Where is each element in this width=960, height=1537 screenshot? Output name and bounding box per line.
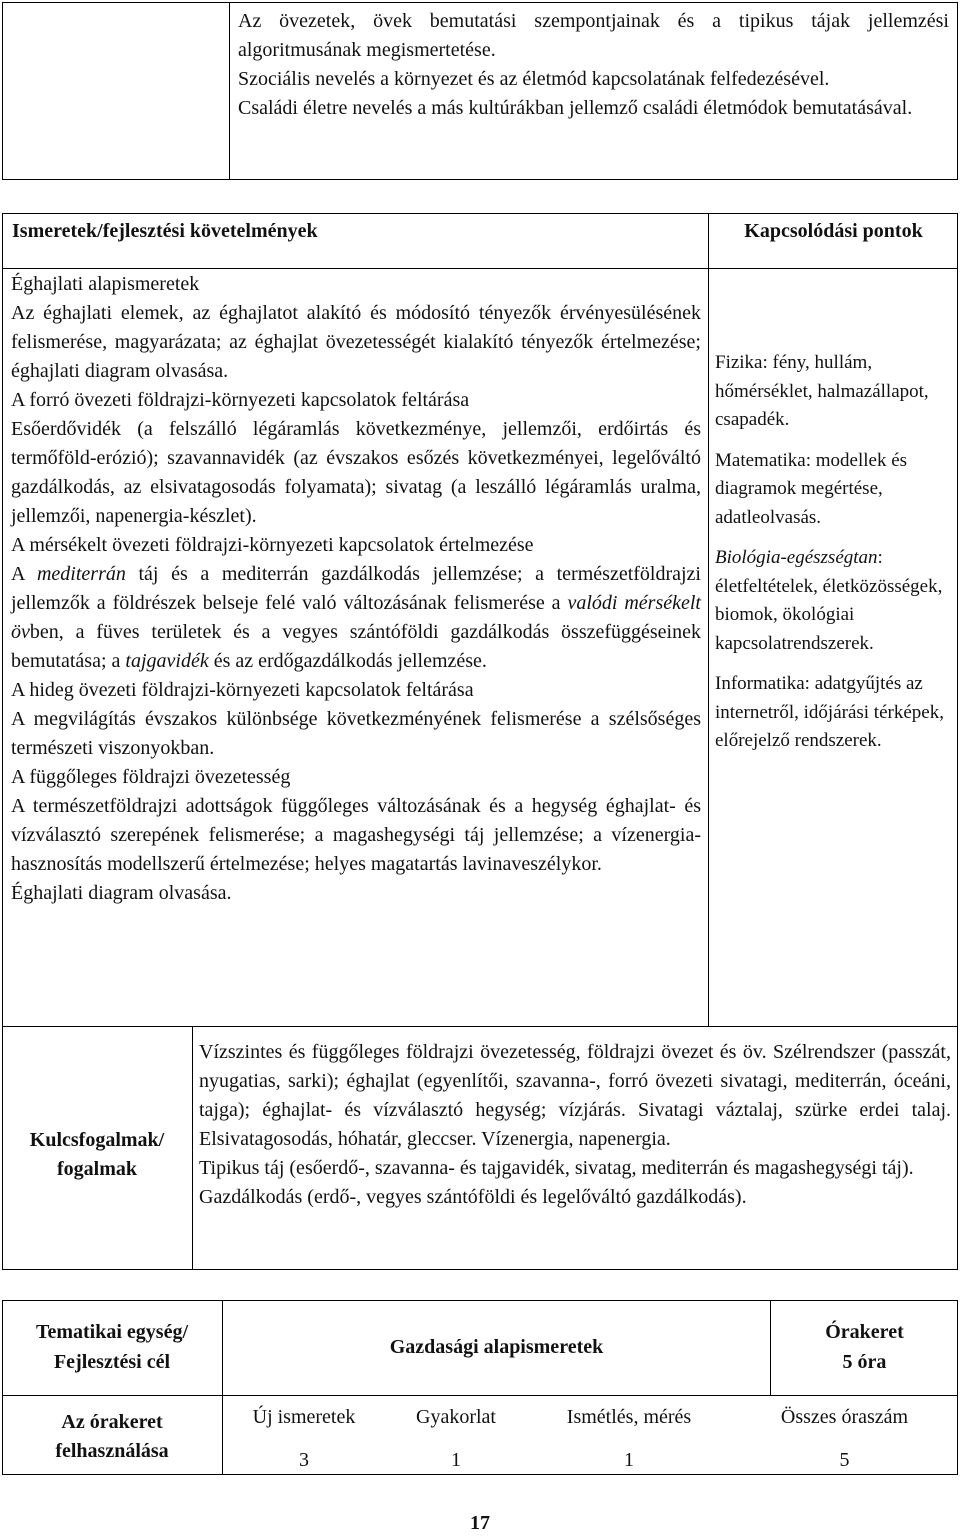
p3-part: táj és a mediterrán gazdálkodás jellemzése; a természetföldrajzi jellemzők a földrészek belseje felé való változásának felismerése a — [11, 563, 701, 614]
p3-part: ben, a füves területek és a vegyes szántóföldi gazdálkodás összefüggéseinek bemutatása; a — [11, 621, 701, 672]
p4-title: A hideg övezeti földrajzi-környezeti kapcsolatok feltárása — [11, 679, 474, 701]
p1-title: Éghajlati alapismeretek — [11, 273, 200, 295]
p2-text: Esőerdővidék (a felszálló légáramlás következménye, jellemzői, erdőirtás és termőföld-erózió); szavannavidék (az évszakos esőzés következményei, legelőváltó gazdálkodás, az elsivatagosodás folyamata); sivatag (a leszálló légáramlás uralma, jellemzői, napenergia-készlet). — [11, 418, 701, 527]
kulcs-label-line-2: fogalmak — [57, 1158, 137, 1180]
p6-text: Éghajlati diagram olvasása. — [11, 882, 232, 904]
top-box-left-cell — [2, 2, 230, 180]
val-uj-ismeretek: 3 — [299, 1449, 309, 1471]
unit-table — [2, 1300, 958, 1475]
kulcs-column-divider — [192, 1026, 193, 1270]
kulcs-label-line-1: Kulcsfogalmak/ — [29, 1129, 165, 1151]
felhasznalasa-line-2: felhasználása — [55, 1440, 169, 1462]
p3-italic-mediterran: mediterrán — [36, 563, 126, 585]
hours-grid — [223, 1402, 958, 1475]
ismeretek-content — [11, 270, 701, 908]
kulcs-divider — [2, 1026, 958, 1027]
header-ismeretek: Ismeretek/fejlesztési követelmények — [12, 220, 318, 242]
unit-title: Gazdasági alapismeretek — [389, 1336, 604, 1358]
orakeret-value: 5 óra — [842, 1351, 887, 1373]
orakeret-felhasznalasa-label — [2, 1408, 222, 1466]
kulcsfogalmak-content — [199, 1038, 951, 1212]
unit-divider-h — [2, 1395, 958, 1396]
header-divider — [2, 268, 958, 269]
hours-value-row — [223, 1445, 958, 1475]
kapcsolodasi-content — [715, 349, 949, 756]
p5-title: A függőleges földrajzi övezetesség — [11, 766, 291, 788]
col-gyakorlat: Gyakorlat — [416, 1406, 496, 1428]
header-kapcsolodasi: Kapcsolódási pontok — [744, 220, 923, 242]
link-informatika: Informatika: adatgyűjtés az internetről, időjárási térképek, előrejelző rendszerek. — [715, 673, 944, 751]
top-line-3: Családi életre nevelés a más kultúrákban jellemző családi életmódok bemutatásával. — [238, 97, 913, 119]
val-gyakorlat: 1 — [451, 1449, 461, 1471]
p3-italic-tajgavidek: tajgavidék — [125, 650, 209, 672]
p3-title: A mérsékelt övezeti földrajzi-környezeti kapcsolatok értelmezése — [11, 534, 534, 556]
p2-title: A forró övezeti földrajzi-környezeti kapcsolatok feltárása — [11, 389, 470, 411]
link-matematika: Matematika: modellek és diagramok megértése, adatleolvasás. — [715, 449, 908, 528]
col-ismetles: Ismétlés, mérés — [566, 1406, 692, 1428]
col-osszes: Összes óraszám — [780, 1406, 909, 1428]
link-biologia — [715, 544, 949, 658]
kulcs-line-3: Gazdálkodás (erdő-, vegyes szántóföldi és legelőváltó gazdálkodás). — [199, 1186, 747, 1208]
main-table — [2, 213, 958, 1270]
kulcs-line-1: Vízszintes és függőleges földrajzi övezetesség, földrajzi övezet és öv. Szélrendszer (passzát, nyugatias, sarki); éghajlat (egyenlítői, szavanna-, forró övezeti sivatagi, mediterrán, óceáni, tajga); éghajlat- és vízválasztó hegység; vízjárás. Sivatagi váztalaj, szürke erdei talaj. Elsivatagosodás, hóhatár, gleccser. Vízenergia, napenergia. — [199, 1041, 951, 1150]
top-box-text — [229, 2, 958, 180]
tematikai-label — [2, 1317, 222, 1377]
p3-text — [11, 560, 701, 676]
col-uj-ismeretek: Új ismeretek — [252, 1406, 356, 1428]
tematikai-line-2: Fejlesztési cél — [53, 1351, 171, 1373]
link-fizika: Fizika: fény, hullám, hőmérséklet, halmazállapot, csapadék. — [715, 352, 929, 430]
top-line-1: Az övezetek, övek bemutatási szempontjainak és a tipikus tájak jellemzési algoritmusának megismertetése. — [238, 10, 949, 61]
p4-text: A megvilágítás évszakos különbsége következményének felismerése a szélsőséges természeti viszonyokban. — [11, 708, 701, 759]
biologia-label: Biológia-egészségtan — [715, 547, 878, 568]
orakeret — [771, 1317, 958, 1377]
p3-italic-valodi: valódi mérsékelt öv — [11, 592, 701, 643]
p3-part: és az erdőgazdálkodás jellemzése. — [208, 650, 487, 672]
kulcsfogalmak-label — [2, 1126, 192, 1184]
biologia-rest: : életfeltételek, életközösségek, biomok, ökológiai kapcsolatrendszerek. — [715, 547, 943, 654]
orakeret-label: Órakeret — [825, 1321, 904, 1343]
tematikai-line-1: Tematikai egység/ — [35, 1321, 189, 1343]
page-number: 17 — [470, 1512, 490, 1534]
hours-header-row — [223, 1402, 958, 1432]
val-ismetles: 1 — [624, 1449, 634, 1471]
p5-text: A természetföldrajzi adottságok függőleges változásának és a hegység éghajlat- és vízválasztó szerepének felismerése; a magashegységi táj jellemzése; a vízenergia-hasznosítás modellszerű értelmezése; helyes magatartás lavinaveszélykor. — [11, 795, 701, 875]
val-osszes: 5 — [839, 1449, 850, 1471]
felhasznalasa-line-1: Az órakeret — [61, 1411, 163, 1433]
p1-text: Az éghajlati elemek, az éghajlatot alakító és módosító tényezők érvényesülésének felismerése, magyarázata; az éghajlat övezetességét kialakító tényezők értelmezése; éghajlati diagram olvasása. — [11, 302, 701, 382]
p3-part: A — [11, 563, 37, 585]
column-divider — [708, 213, 709, 1026]
kulcs-line-2: Tipikus táj (esőerdő-, szavanna- és tajgavidék, sivatag, mediterrán és magashegységi táj). — [199, 1157, 914, 1179]
top-line-2: Szociális nevelés a környezet és az életmód kapcsolatának felfedezésével. — [238, 68, 830, 90]
